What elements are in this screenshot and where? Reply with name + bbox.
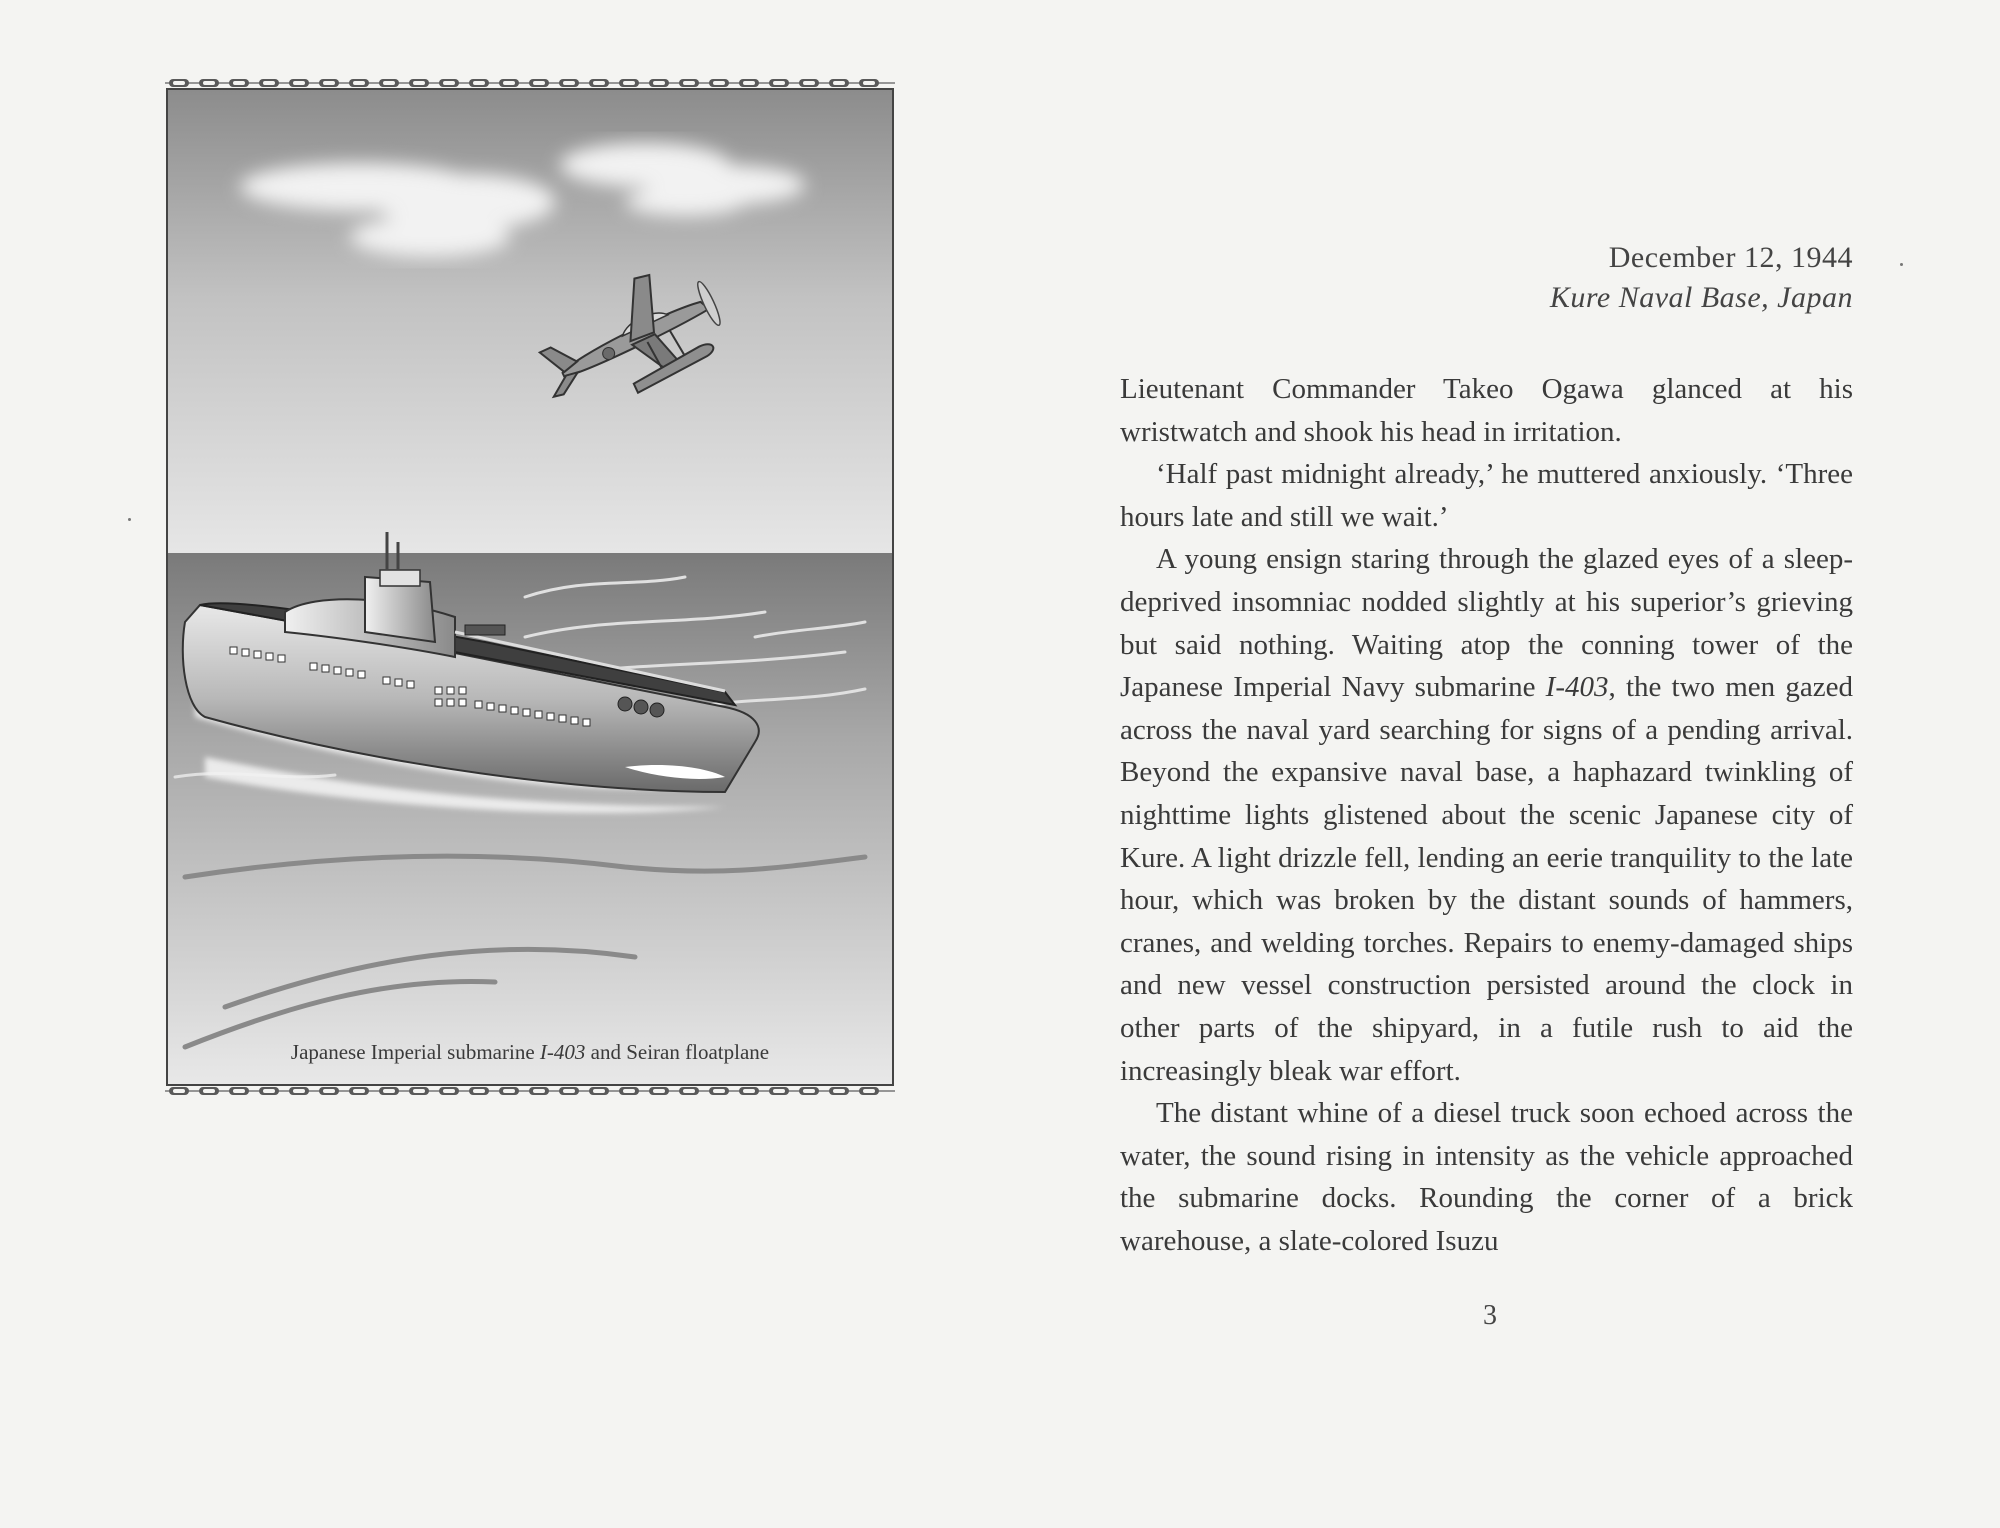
submarine-name: I-403	[1545, 671, 1609, 704]
paragraph: Lieutenant Commander Takeo Ogawa glanced at his wristwatch and shook his head in irritation.	[1120, 373, 1853, 448]
sky	[168, 90, 892, 553]
dateline-place: Kure Naval Base, Japan	[1549, 281, 1853, 314]
paragraph-text: , the two men gazed across the naval yard searching for signs of a pending arrival. Beyond the expansive naval base, a haphazard twinkling of nighttime lights glistened about the scenic Japanese city of Kure. A light drizzle fell, lending an eerie tranquility to the late hour, which was broken by the distant sounds of hammers, cranes, and welding torches. Repairs to enemy-damaged ships and new vessel construction persisted around the clock in other parts of the shipyard, in a futile rush to aid the increasingly bleak war effort.	[1120, 671, 1853, 1087]
chapter-dateline	[1120, 238, 1853, 318]
paragraph: ‘Half past midnight already,’ he muttered anxiously. ‘Three hours late and still we wait.’	[1120, 458, 1853, 533]
decorative-border-top	[165, 77, 895, 89]
print-speck	[1900, 263, 1903, 266]
paragraph-text: A young ensign staring through the glazed eyes of a sleep-deprived insomniac nodded slightly at his superior’s grieving but said nothing. Waiting atop the conning tower of the Japanese Imperial Navy submarine	[1120, 543, 1853, 704]
page-number: 3	[1483, 1300, 1497, 1331]
text-page	[1120, 238, 1853, 1262]
body-text	[1120, 368, 1853, 1262]
decorative-border-bottom	[165, 1087, 895, 1095]
print-speck	[128, 518, 131, 521]
submarine-illustration	[165, 77, 895, 1097]
paragraph: The distant whine of a diesel truck soon echoed across the water, the sound rising in intensity as the vehicle approached the submarine docks. Rounding the corner of a brick warehouse, a slate-colored Isuzu	[1120, 1097, 1853, 1257]
dateline-date: December 12, 1944	[1608, 241, 1853, 274]
paragraph	[1120, 538, 1853, 1092]
illustration-caption: Japanese Imperial submarine I-403 and Seiran floatplane	[290, 1040, 770, 1064]
illustration-panel	[165, 77, 895, 1097]
